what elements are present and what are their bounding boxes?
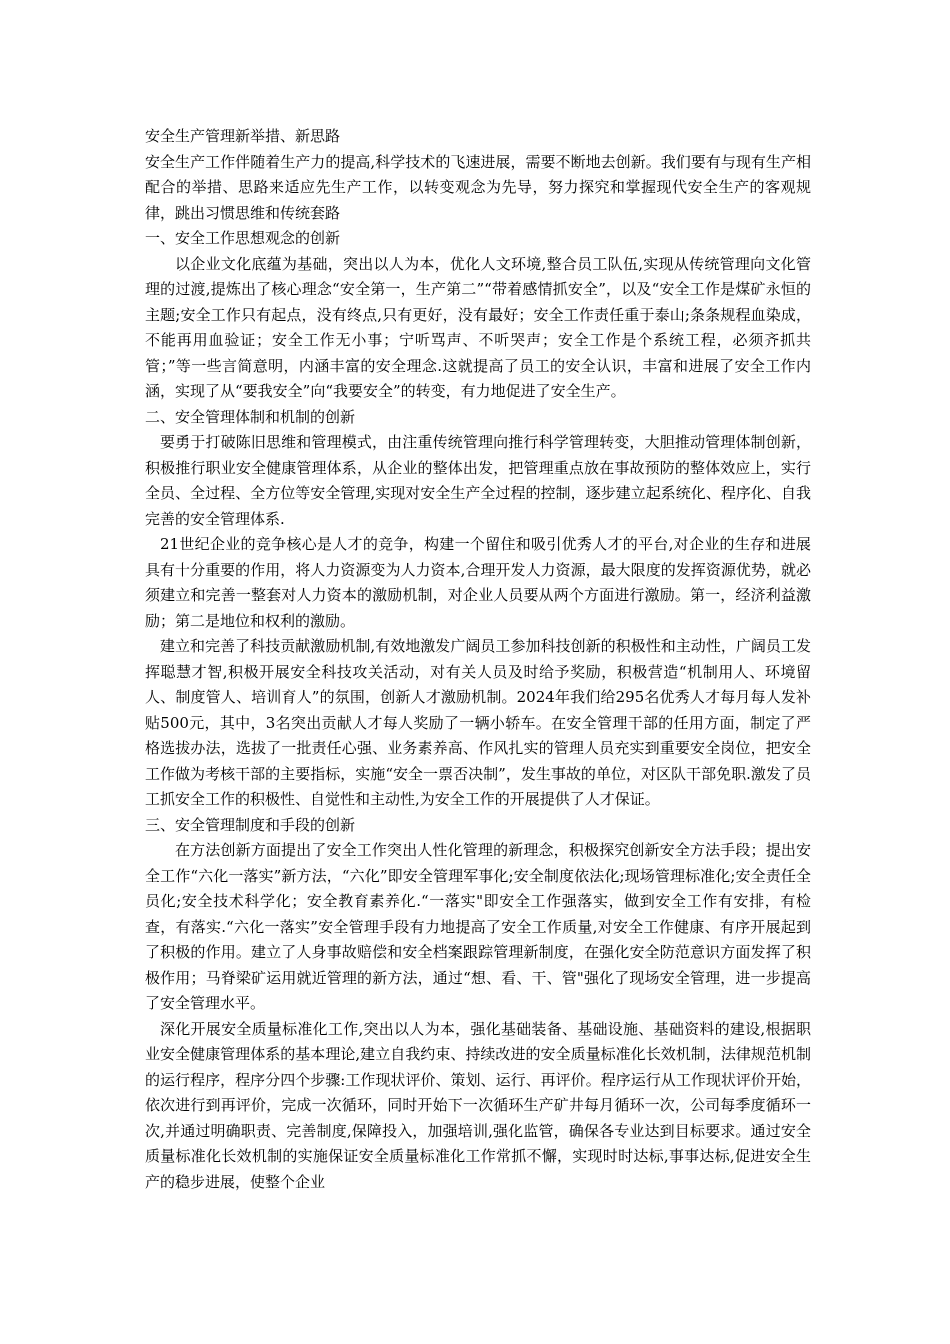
section-2-paragraph-2: 21世纪企业的竞争核心是人才的竞争，构建一个留住和吸引优秀人才的平台,对企业的生存和进展具有十分重要的作用，将人力资源变为人力资本,合理开发人力资源，最大限度的发挥资源优势，就必须建立和完善一整套对人力资本的激励机制，对企业人员要从两个方面进行激励。第一，经济利益激励；第二是地位和权利的激励。: [145, 535, 811, 630]
section-2-paragraph-3: 建立和完善了科技贡献激励机制,有效地激发广阔员工参加科技创新的积极性和主动性，广阔员工发挥聪慧才智,积极开展安全科技攻关活动，对有关人员及时给予奖励，积极营造“机制用人、环境留人、制度管人、培训育人”的氛围，创新人才激励机制。2024年我们给295名优秀人才每月每人发补贴500元，其中，3名突出贡献人才每人奖励了一辆小轿车。在安全管理干部的任用方面，制定了严格选拔办法，选拔了一批责任心强、业务素养高、作风扎实的管理人员充实到重要安全岗位，把安全工作做为考核干部的主要指标，实施“安全一票否决制”，发生事故的单位，对区队干部免职.激发了员工抓安全工作的积极性、自觉性和主动性,为安全工作的开展提供了人才保证。: [145, 637, 811, 808]
document-title: 安全生产管理新举措、新思路: [145, 127, 341, 145]
section-2-paragraph-1: 要勇于打破陈旧思维和管理模式，由注重传统管理向推行科学管理转变，大胆推动管理体制创新，积极推行职业安全健康管理体系，从企业的整体出发，把管理重点放在事故预防的整体效应上，实行全员、全过程、全方位等安全管理,实现对安全生产全过程的控制，逐步建立起系统化、程序化、自我完善的安全管理体系.: [145, 433, 811, 528]
section-heading-2: 二、安全管理体制和机制的创新: [145, 407, 356, 426]
document-body: [145, 124, 811, 1195]
section-3-paragraph-1: 在方法创新方面提出了安全工作突出人性化管理的新理念，积极探究创新安全方法手段；提出安全工作“六化一落实”新方法，“六化”即安全管理军事化;安全制度依法化;现场管理标准化;安全责任全员化;安全技术科学化；安全教育素养化.“一落实"即安全工作强落实，做到安全工作有安排，有检查，有落实.“六化一落实”安全管理手段有力地提高了安全工作质量,对安全工作健康、有序开展起到了积极的作用。建立了人身事故赔偿和安全档案跟踪管理新制度，在强化安全防范意识方面发挥了积极作用；马脊梁矿运用就近管理的新方法，通过“想、看、干、管"强化了现场安全管理，进一步提高了安全管理水平。: [145, 841, 811, 1012]
section-heading-3: 三、安全管理制度和手段的创新: [145, 815, 356, 834]
section-1-paragraph-1: 以企业文化底蕴为基础，突出以人为本，优化人文环境,整合员工队伍,实现从传统管理向文化管理的过渡,提炼出了核心理念“安全第一，生产第二”“带着感情抓安全”，以及“安全工作是煤矿永恒的主题;安全工作只有起点，没有终点,只有更好，没有最好；安全工作责任重于泰山;条条规程血染成，不能再用血验证；安全工作无小事；宁听骂声、不听哭声；安全工作是个系统工程，必须齐抓共管；”等一些言简意明，内涵丰富的安全理念.这就提高了员工的安全认识，丰富和进展了安全工作内涵，实现了从“要我安全”向“我要安全”的转变，有力地促进了安全生产。: [145, 254, 811, 400]
section-3-paragraph-2: 深化开展安全质量标准化工作,突出以人为本，强化基础装备、基础设施、基础资料的建设,根据职业安全健康管理体系的基本理论,建立自我约束、持续改进的安全质量标准化长效机制，法律规范机制的运行程序，程序分四个步骤:工作现状评价、策划、运行、再评价。程序运行从工作现状评价开始，依次进行到再评价，完成一次循环，同时开始下一次循环生产矿井每月循环一次，公司每季度循环一次,并通过明确职责、完善制度,保障投入，加强培训,强化监管，确保各专业达到目标要求。通过安全质量标准化长效机制的实施保证安全质量标准化工作常抓不懈，实现时时达标,事事达标,促进安全生产的稳步进展，使整个企业: [145, 1019, 811, 1191]
intro-paragraph: 安全生产工作伴随着生产力的提高,科学技术的飞速进展，需要不断地去创新。我们要有与现有生产相配合的举措、思路来适应先生产工作，以转变观念为先导，努力探究和掌握现代安全生产的客观规律，跳出习惯思维和传统套路: [145, 152, 811, 222]
section-heading-1: 一、安全工作思想观念的创新: [145, 229, 341, 247]
